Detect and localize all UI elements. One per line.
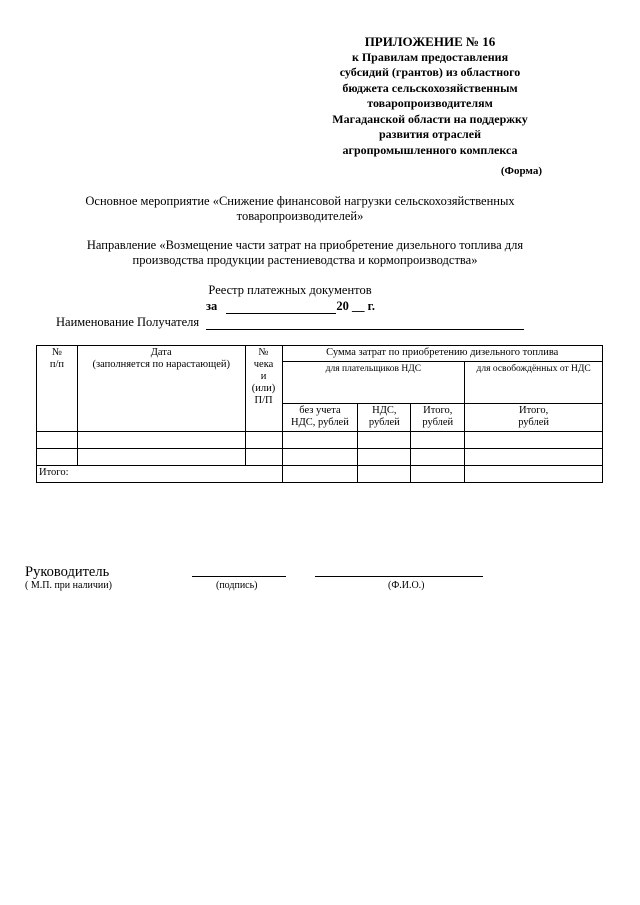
- table-cell[interactable]: [358, 432, 411, 449]
- main-event: [40, 194, 560, 224]
- form-label: (Форма): [500, 165, 542, 177]
- col-sum-header: Сумма затрат по приобретению дизельного топлива: [282, 346, 602, 362]
- col-num-header: № п/п: [37, 346, 78, 432]
- appendix-line-1: к Правилам предоставления: [351, 49, 509, 64]
- table-cell[interactable]: [465, 466, 603, 483]
- appendix-title: ПРИЛОЖЕНИЕ № 16: [364, 34, 496, 49]
- table-cell[interactable]: [37, 432, 78, 449]
- table-cell[interactable]: [282, 432, 358, 449]
- recipient-field[interactable]: [206, 329, 524, 330]
- table-cell[interactable]: [465, 449, 603, 466]
- col-vat-payers-header: для плательщиков НДС: [282, 362, 465, 404]
- table-cell[interactable]: [358, 449, 411, 466]
- registry-year-label: 20 __ г.: [336, 299, 376, 313]
- table-cell[interactable]: [245, 432, 282, 449]
- registry-period: [206, 299, 375, 314]
- col-vat-header: НДС, рублей: [358, 404, 411, 432]
- direction-line-2: производства продукции растениеводства и кормопроизводства»: [132, 253, 478, 267]
- table-cell[interactable]: [465, 432, 603, 449]
- table-cell[interactable]: [77, 432, 245, 449]
- recipient-row: [56, 315, 524, 330]
- main-event-line-1: Основное мероприятие «Снижение финансовой нагрузки сельскохозяйственных: [85, 194, 515, 208]
- name-line[interactable]: [315, 576, 483, 577]
- table-total-row: [37, 466, 603, 483]
- table-cell[interactable]: [77, 449, 245, 466]
- appendix-line-7: агропромышленного комплекса: [342, 142, 518, 157]
- table-cell[interactable]: [411, 466, 465, 483]
- registry-table: [36, 345, 603, 483]
- appendix-line-5: Магаданской области на поддержку: [332, 111, 528, 126]
- appendix-line-2: субсидий (грантов) из областного: [339, 65, 521, 79]
- main-event-line-2: товаропроизводителей»: [236, 209, 364, 223]
- table-row: [37, 432, 603, 449]
- table-cell[interactable]: [282, 466, 358, 483]
- appendix-line-3: бюджета сельскохозяйственным: [342, 80, 518, 95]
- sign-label: (подпись): [216, 580, 258, 591]
- appendix-line-6: развития отраслей: [378, 127, 482, 141]
- table-cell[interactable]: [245, 449, 282, 466]
- col-vat-exempt-header: для освобождённых от НДС: [465, 362, 603, 404]
- registry-for-label: за: [206, 299, 218, 313]
- table-cell[interactable]: [411, 449, 465, 466]
- col-no-vat-header: без учета НДС, рублей: [282, 404, 358, 432]
- direction: [40, 238, 570, 268]
- total-label: Итого:: [37, 466, 283, 483]
- registry-title: Реестр платежных документов: [208, 283, 372, 297]
- appendix-line-4: товаропроизводителям: [367, 96, 493, 110]
- direction-line-1: Направление «Возмещение части затрат на приобретение дизельного топлива для: [86, 238, 524, 252]
- name-label: (Ф.И.О.): [388, 580, 425, 591]
- registry-period-field[interactable]: [226, 313, 336, 314]
- stamp-label: ( М.П. при наличии): [25, 580, 112, 591]
- col-date-header: Дата (заполняется по нарастающей): [77, 346, 245, 432]
- table-cell[interactable]: [411, 432, 465, 449]
- col-check-header: № чека и (или) П/П: [245, 346, 282, 432]
- table-cell[interactable]: [282, 449, 358, 466]
- table-cell[interactable]: [358, 466, 411, 483]
- col-total-exempt-header: Итого, рублей: [465, 404, 603, 432]
- signature-title: Руководитель: [25, 564, 110, 580]
- appendix-block: [300, 34, 560, 158]
- table-cell[interactable]: [37, 449, 78, 466]
- table-row: [37, 449, 603, 466]
- recipient-label: Наименование Получателя: [56, 315, 200, 329]
- col-total-header: Итого, рублей: [411, 404, 465, 432]
- signature-line[interactable]: [192, 576, 286, 577]
